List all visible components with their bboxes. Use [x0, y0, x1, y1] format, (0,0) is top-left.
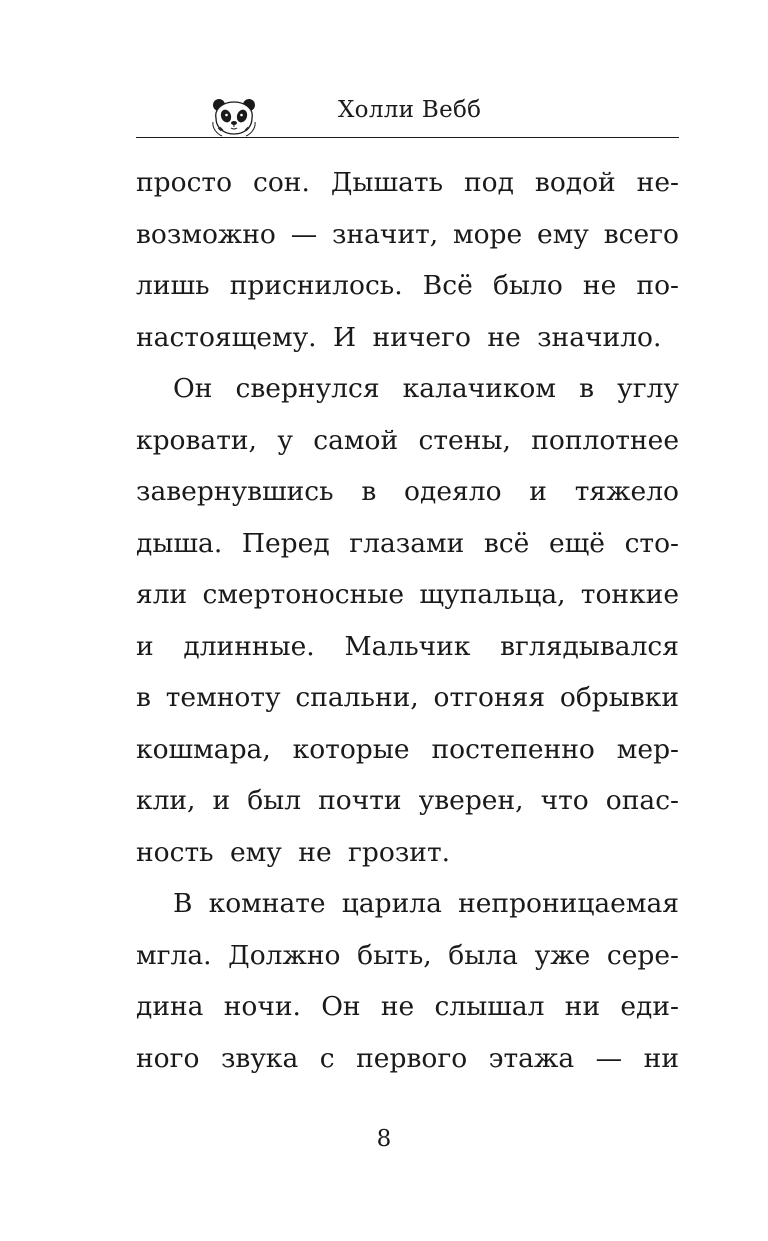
page-number: 8 [376, 1126, 392, 1152]
text-line: возможно — значит, море ему всего [136, 218, 679, 250]
header-author: Холли Вебб [338, 97, 482, 123]
text-line: В комнате царила непроницаемая [173, 888, 679, 919]
text-line: ного звука с первого этажа — ни [136, 1042, 679, 1074]
text-line: кровати, у самой стены, поплотнее [136, 424, 679, 456]
body-text [136, 163, 679, 1090]
text-line: дыша. Перед глазами всё ещё сто- [136, 527, 679, 559]
text-line: настоящему. И ничего не значило. [136, 321, 662, 353]
text-line: дина ночи. Он не слышал ни еди- [136, 991, 679, 1022]
text-line: завернувшись в одеяло и тяжело [136, 476, 679, 507]
text-line: ность ему не грозит. [136, 836, 451, 868]
text-line: просто сон. Дышать под водой не- [136, 167, 679, 198]
running-header [136, 92, 679, 140]
text-line: в темноту спальни, отгоняя обрывки [136, 682, 679, 713]
text-line: лишь приснилось. Всё было не по- [136, 270, 679, 301]
text-line: кошмара, которые постепенно мер- [136, 733, 679, 765]
text-line: кли, и был почти уверен, что опас- [136, 785, 679, 816]
panda-icon [208, 98, 260, 138]
text-line: яли смертоносные щупальца, тонкие [136, 579, 679, 610]
text-line: Он свернулся калачиком в углу [173, 373, 679, 404]
text-line: и длинные. Мальчик вглядывался [136, 630, 679, 662]
text-line: мгла. Должно быть, была уже сере- [136, 939, 679, 971]
header-rule [136, 137, 679, 138]
